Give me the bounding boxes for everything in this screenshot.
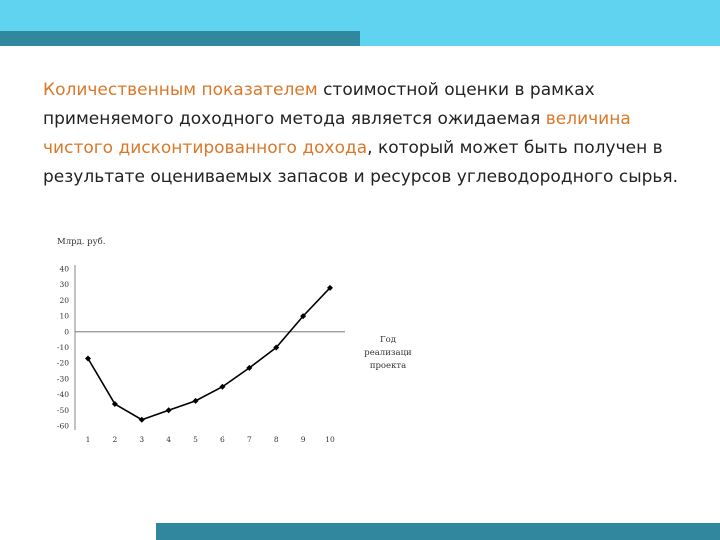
y-tick-label: -40: [56, 390, 69, 400]
highlight-term-1: Количественным показателем: [43, 80, 318, 100]
x-tick-label: 5: [193, 435, 198, 444]
x-tick-label: 3: [139, 435, 145, 444]
text-segment-4: , который может быть получен в результате оцениваемых запасов и ресурсов углеводородного сырья.: [43, 138, 679, 187]
x-tick-label: 9: [300, 435, 306, 444]
x-axis-label: [364, 335, 412, 371]
y-tick-label: 30: [59, 280, 69, 290]
text-segment-2: стоимостной оценки в рамках применяемого доходного метода является ожидаемая: [43, 80, 595, 129]
y-tick-label: -10: [56, 343, 69, 352]
y-tick-label: 20: [59, 295, 69, 305]
x-tick-labels: [86, 435, 335, 444]
y-tick-label: -30: [56, 374, 69, 384]
y-axis-label: Млрд. руб.: [57, 237, 106, 247]
x-tick-label: 10: [325, 435, 335, 444]
x-tick-label: 1: [85, 435, 91, 444]
y-tick-label: 40: [59, 264, 69, 274]
y-tick-label: -50: [56, 405, 69, 415]
bottom-decor-band: [156, 523, 720, 540]
y-tick-label: -60: [56, 421, 69, 431]
data-point: [193, 398, 199, 404]
data-point: [166, 407, 172, 413]
npv-line-chart: [40, 226, 440, 456]
x-tick-label: 8: [273, 435, 279, 444]
x-axis-label-line: реализаци: [364, 348, 412, 358]
x-tick-label: 7: [246, 435, 252, 444]
y-tick-label: 10: [59, 311, 69, 321]
slide-text: [43, 76, 683, 192]
x-tick-label: 4: [166, 435, 172, 444]
data-series: [85, 285, 333, 423]
highlight-term-2: величина чистого дисконтированного дохода: [43, 109, 631, 158]
x-tick-label: 2: [112, 435, 118, 444]
top-decor-band-dark: [0, 31, 360, 46]
series-line: [88, 288, 330, 420]
y-tick-label: -20: [56, 358, 69, 368]
x-tick-label: 6: [220, 435, 225, 444]
x-axis-label-line: Год: [380, 335, 396, 345]
y-tick-labels: [57, 265, 69, 431]
y-tick-label: 0: [64, 327, 69, 337]
x-axis-label-line: проекта: [369, 361, 407, 371]
